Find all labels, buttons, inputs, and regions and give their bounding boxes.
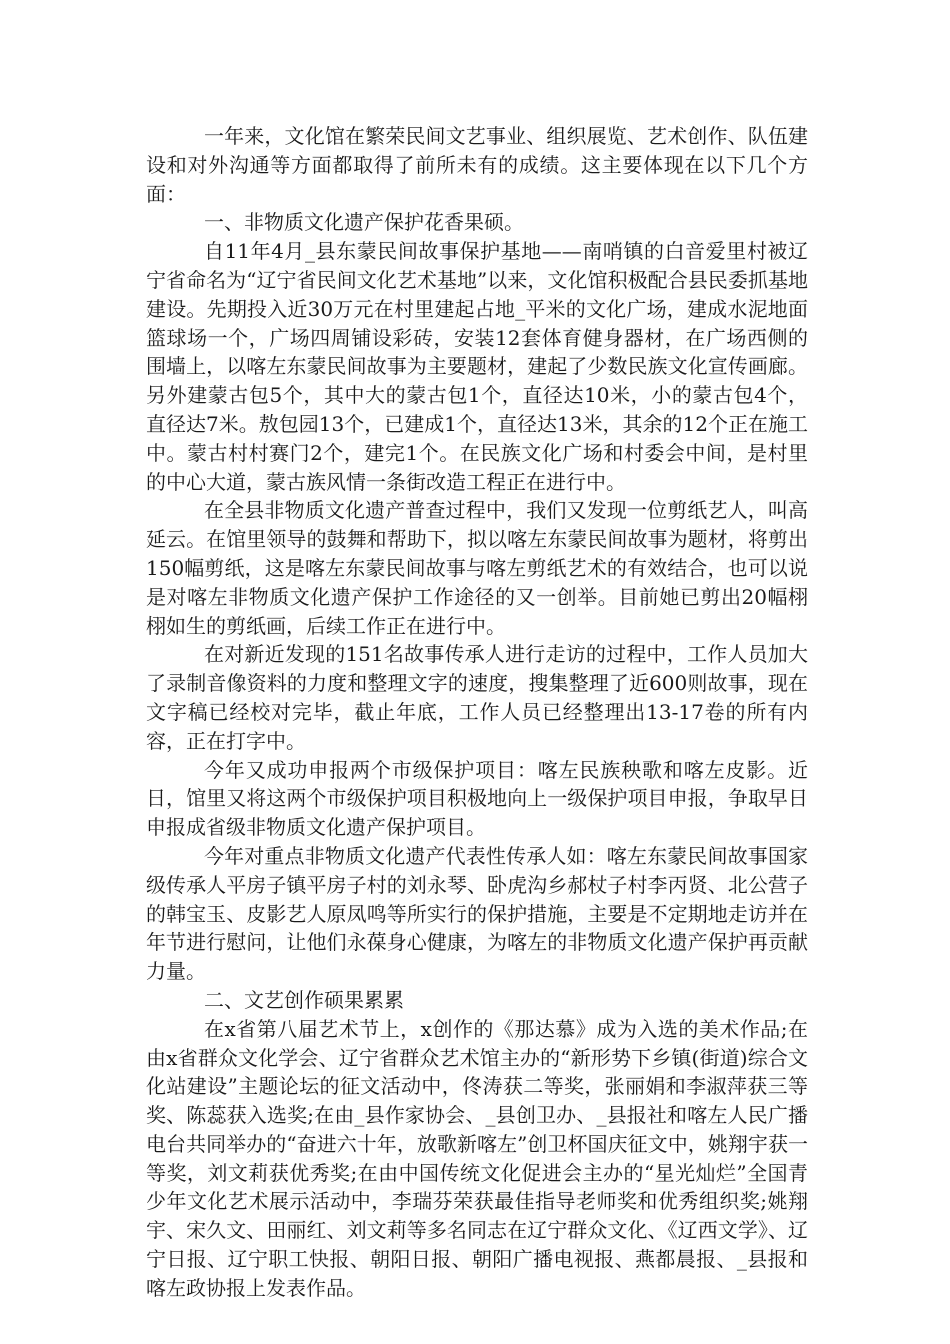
section-heading-intangible-heritage: 一、非物质文化遗产保护花香果硕。 bbox=[204, 210, 524, 235]
paragraph-intro: 一年来，文化馆在繁荣民间文艺事业、组织展览、艺术创作、队伍建设和对外沟通等方面都取得了前所未有的成绩。这主要体现在以下几个方面： bbox=[146, 124, 808, 206]
paragraph-representative-inheritors: 今年对重点非物质文化遗产代表性传承人如：喀左东蒙民间故事国家级传承人平房子镇平房子村的刘永琴、卧虎沟乡郝杖子村李丙贤、北公营子的韩宝玉、皮影艺人原凤鸣等所实行的保护措施，主要是不定期地走访并在年节进行慰问，让他们永葆身心健康，为喀左的非物质文化遗产保护再贡献力量。 bbox=[146, 843, 808, 984]
paragraph-base-construction: 自11年4月_县东蒙民间故事保护基地——南哨镇的白音爱里村被辽宁省命名为“辽宁省民间文化艺术基地”以来，文化馆积极配合县民委抓基地建设。先期投入近30万元在村里建起占地_平米的文化广场，建成水泥地面篮球场一个，广场四周铺设彩砖，安装12套体育健身器材，在广场西侧的围墙上，以喀左东蒙民间故事为主要题材，建起了少数民族文化宣传画廊。另外建蒙古包5个，其中大的蒙古包1个，直径达10米，小的蒙古包4个，直径达7米。敖包园13个，已建成1个，直径达13米，其余的12个正在施工中。蒙古村村赛门2个，建完1个。在民族文化广场和村委会中间，是村里的中心大道，蒙古族风情一条街改造工程正在进行中。 bbox=[146, 239, 808, 494]
paragraph-awards: 在x省第八届艺术节上，x创作的《那达慕》成为入选的美术作品;在由x省群众文化学会、辽宁省群众艺术馆主办的“新形势下乡镇(街道)综合文化站建设”主题论坛的征文活动中，佟涛获二等奖，张丽娟和李淑萍获三等奖、陈蕊获入选奖;在由_县作家协会、_县创卫办、_县报社和喀左人民广播电台共同举办的“奋进六十年，放歌新喀左”创卫杯国庆征文中，姚翔宇获一等奖，刘文莉获优秀奖;在由中国传统文化促进会主办的“星光灿烂”全国青少年文化艺术展示活动中，李瑞芬荣获最佳指导老师奖和优秀组织奖;姚翔宇、宋久文、田丽红、刘文莉等多名同志在辽宁群众文化、《辽西文学》、辽宁日报、辽宁职工快报、朝阳日报、朝阳广播电视报、燕都晨报、_县报和喀左政协报上发表作品。 bbox=[146, 1016, 808, 1300]
paragraph-city-projects: 今年又成功申报两个市级保护项目：喀左民族秧歌和喀左皮影。近日，馆里又将这两个市级保护项目积极地向上一级保护项目申报，争取早日申报成省级非物质文化遗产保护项目。 bbox=[146, 757, 808, 840]
paragraph-story-inheritors: 在对新近发现的151名故事传承人进行走访的过程中，工作人员加大了录制音像资料的力度和整理文字的速度，搜集整理了近600则故事，现在文字稿已经校对完毕，截止年底，工作人员已经整理出13-17卷的所有内容，正在打字中。 bbox=[146, 642, 808, 753]
document-body bbox=[146, 122, 808, 1303]
section-heading-creation: 二、文艺创作硕果累累 bbox=[204, 987, 404, 1012]
paragraph-paper-cutting: 在全县非物质文化遗产普查过程中，我们又发现一位剪纸艺人，叫高延云。在馆里领导的鼓舞和帮助下，拟以喀左东蒙民间故事为题材，将剪出150幅剪纸，这是喀左东蒙民间故事与喀左剪纸艺术的有效结合，也可以说是对喀左非物质文化遗产保护工作途径的又一创举。目前她已剪出20幅栩栩如生的剪纸画，后续工作正在进行中。 bbox=[146, 498, 808, 638]
